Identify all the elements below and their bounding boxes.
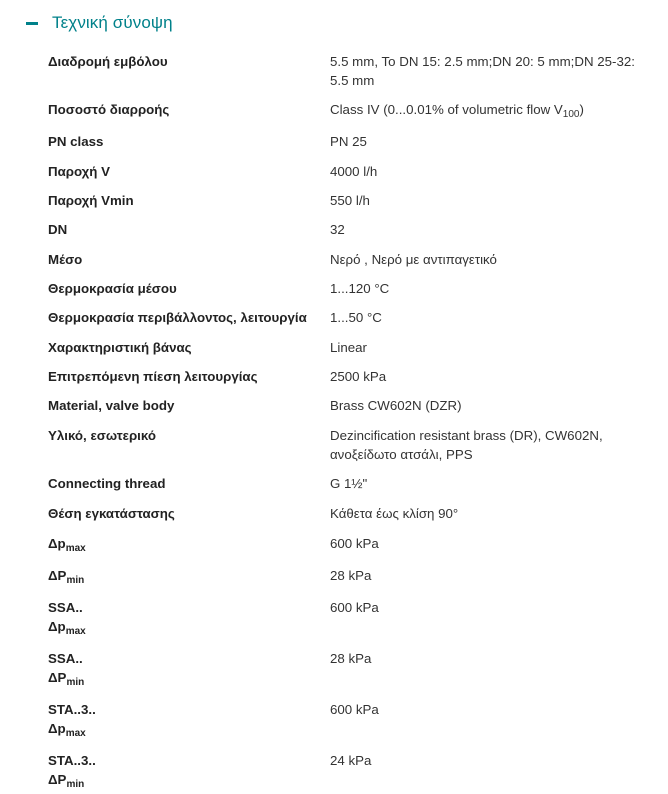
spec-label: Θερμοκρασία μέσου [48,281,177,296]
spec-value: Κάθετα έως κλίση 90° [330,506,459,521]
spec-value: 1...120 °C [330,281,390,296]
spec-value: 550 l/h [330,193,370,208]
spec-label: PN class [48,134,104,149]
spec-value: 28 kPa [330,568,372,583]
spec-value: G 1½" [330,476,368,491]
spec-label: DN [48,222,68,237]
spec-label: Θερμοκρασία περιβάλλοντος, λειτουργία [48,310,307,325]
section-toggle-technical-summary[interactable] [26,10,173,36]
spec-label: SSA.. $\Delta P_{min}$ [48,651,85,688]
spec-value: 28 kPa [330,651,372,666]
spec-label: SSA.. $\Delta p_{max}$ [48,600,86,637]
spec-label: Παροχή V [48,164,110,179]
spec-value: 4000 l/h [330,164,378,179]
spec-label: Ποσοστό διαρροής [48,102,170,117]
spec-label: STA..3.. $\Delta p_{max}$ [48,702,96,739]
spec-value: 32 [330,222,345,237]
spec-label: $\Delta p_{max}$ [48,536,86,554]
spec-label: Θέση εγκατάστασης [48,506,175,521]
spec-label: Χαρακτηριστική βάνας [48,340,192,355]
spec-value: 24 kPa [330,753,372,768]
minus-icon[interactable] [26,22,38,25]
section-title: Τεχνική σύνοψη [52,13,173,32]
spec-value: Linear [330,340,367,355]
spec-value: 600 kPa [330,600,379,615]
spec-value: 1...50 °C [330,310,382,325]
spec-label: Διαδρομή εμβόλου [48,54,168,69]
spec-label: Επιτρεπόμενη πίεση λειτουργίας [48,369,258,384]
spec-label: Connecting thread [48,476,166,491]
spec-label: Παροχή Vmin [48,193,134,208]
spec-label: Material, valve body [48,398,175,413]
spec-value: Dezincification resistant brass (DR), CW602N, ανοξείδωτο ατσάλι, PPS [330,428,603,462]
spec-value: 5.5 mm, To DN 15: 2.5 mm;DN 20: 5 mm;DN 25-32: 5.5 mm [330,54,635,88]
spec-label: Υλικό, εσωτερικό [48,428,156,443]
spec-value: Class IV (0...0.01% of volumetric flow $V_{100}$) [330,102,584,120]
spec-value: Νερό , Νερό με αντιπαγετικό [330,252,497,267]
spec-label: $\Delta P_{min}$ [48,568,85,586]
spec-label: Μέσο [48,252,83,267]
spec-value: 2500 kPa [330,369,387,384]
spec-value: 600 kPa [330,536,379,551]
spec-value: Brass CW602N (DZR) [330,398,462,413]
spec-value: 600 kPa [330,702,379,717]
spec-label: STA..3.. $\Delta P_{min}$ [48,753,96,790]
spec-value: PN 25 [330,134,367,149]
